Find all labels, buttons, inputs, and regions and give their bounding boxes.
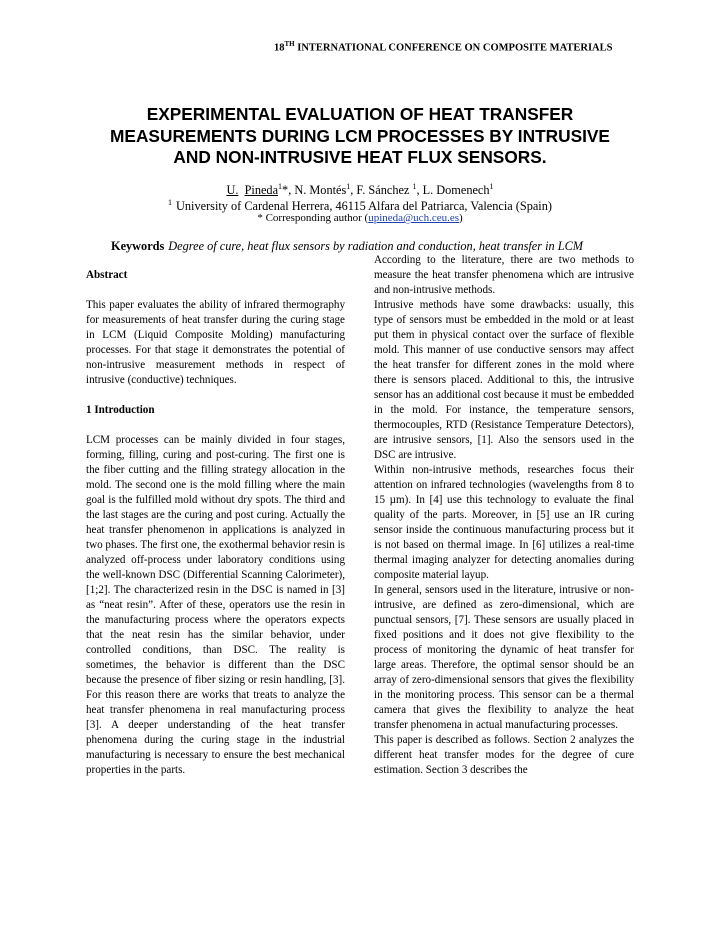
spacer [86, 388, 345, 403]
paragraph-methods: According to the literature, there are two methods to measure the heat transfer phenomena which are intrusive and non-intrusive methods. [374, 254, 634, 296]
author-3: , F. Sánchez [350, 183, 413, 198]
author-1-mark: * [282, 183, 289, 198]
right-column [374, 253, 634, 778]
spacer [86, 418, 345, 433]
affiliation-text: University of Cardenal Herrera, 46115 Alfara del Patriarca, Valencia (Spain) [176, 199, 552, 214]
paragraph-non-intrusive: Within non-intrusive methods, researches focus their attention on infrared technologies (wavelengths from 8 to 15 µm). In [4] use this technology to evaluate the final quality of the parts. Moreover, in [5] use an IR curing sensor inside the continuous manufacturing process but it is not based on thermal image. In [6] utilizes a real-time thermal imaging analyzer for detecting anomalies during composite material layup. [374, 464, 634, 581]
abstract-heading: Abstract [86, 269, 128, 281]
header-number: 18 [274, 42, 285, 54]
corresponding-author [0, 211, 720, 225]
author-1-initial: U. [226, 183, 239, 198]
keywords-text: Degree of cure, heat flux sensors by radiation and conduction, heat transfer in LCM [168, 239, 584, 253]
paragraph-outline: This paper is described as follows. Section 2 analyzes the different heat transfer modes for the degree of cure estimation. Section 3 describes the [374, 734, 634, 776]
corresponding-prefix: * Corresponding author ( [257, 212, 369, 224]
author-4: , L. Domenech [416, 183, 490, 198]
paragraph-intrusive: Intrusive methods have some drawbacks: usually, this type of sensors must be embedded in the mold or at least put them in physical contact over the surface of flexible mold. This manner of use conductive sensors may affect the heat transfer for different zones in the mold where there is sensors placed. Additional to this, the intrusive sensor has an additional cost because it must be embedded in the mold. For instance, the temperature sensors, thermocouples, RTD (Resistance Temperature Detectors), are intrusive sensors, [1]. Also the sensors used in the DSC are intrusive. [374, 299, 634, 461]
author-2-sup: 1 [346, 182, 351, 191]
title-line-3: AND NON-INTRUSIVE HEAT FLUX SENSORS. [173, 147, 547, 167]
introduction-heading: 1 Introduction [86, 404, 155, 416]
author-1-sup: 1 [278, 182, 283, 191]
paper-title [60, 104, 660, 169]
abstract-text: This paper evaluates the ability of infrared thermography for measurements of heat transfer during the curing stage in LCM (Liquid Composite Molding) manufacturing processes. For that stage it demonstrates the potential of non-intrusive measurement methods in respect of intrusive (conductive) techniques. [86, 299, 345, 386]
corresponding-suffix: ) [459, 212, 463, 224]
title-line-1: EXPERIMENTAL EVALUATION OF HEAT TRANSFER [146, 104, 574, 124]
author-3-sup: 1 [412, 182, 417, 191]
affiliation-sup: 1 [168, 198, 173, 207]
author-2: , N. Montés [288, 183, 347, 198]
introduction-text: LCM processes can be mainly divided in four stages, forming, filling, curing and post-curing. The first one is the fiber cutting and the filling strategy allocation in the mold. The second one is the mold filling where the main goal is the fulfilled mold without dry spots. The third and the last stages are the curing and post curing. Actually the heat transfer phenomenon in applications is analyzed in two phases. The first one, the exothermal behavior resin is analyzed off-process under laboratory conditions using the well-known DSC (Differential Scanning Calorimeter), [1;2]. The characterized resin in the DSC is named in [3] as “neat resin”. After of these, operators use the resin in the manufacturing process where the operators expects that the neat resin has the similar behavior, under controlled conditions, than DSC. The reality is sometimes, the behavior is different than the DSC because the presence of fiber sizing or resin handling, [3]. For this reason there are works that treats to analyze the heat transfer phenomena in real manufacturing process [3]. A deeper understanding of the heat transfer phenomena during the curing stage in the industrial manufacturing is necessary to ensure the best mechanical properties in the parts. [86, 434, 345, 776]
author-1-surname: Pineda [244, 183, 279, 198]
paragraph-sensors: In general, sensors used in the literature, intrusive or non-intrusive, are defined as zero-dimensional, which are punctual sensors, [7]. These sensors are usually placed in fixed positions and it does not give flexibility to the process of monitoring the dynamic of heat transfer for large areas. Therefore, the optimal sensor should be an array of zero-dimensional sensors that gives the flexibility in the monitoring process. This sensor can be a thermal camera that gives the flexibility to analyze the heat transfer phenomena in actual manufacturing processes. [374, 584, 634, 731]
corresponding-email-link[interactable]: upineda@uch.ceu.es [368, 212, 459, 224]
author-4-sup: 1 [489, 182, 494, 191]
spacer [86, 283, 345, 298]
header-conference-name: INTERNATIONAL CONFERENCE ON COMPOSITE MATERIALS [294, 42, 613, 54]
keywords-label: Keywords [111, 239, 165, 253]
running-header [274, 40, 654, 54]
title-line-2: MEASUREMENTS DURING LCM PROCESSES BY INTRUSIVE [110, 125, 610, 146]
keywords [111, 239, 671, 254]
header-superscript: TH [284, 40, 295, 48]
left-column [86, 268, 345, 778]
